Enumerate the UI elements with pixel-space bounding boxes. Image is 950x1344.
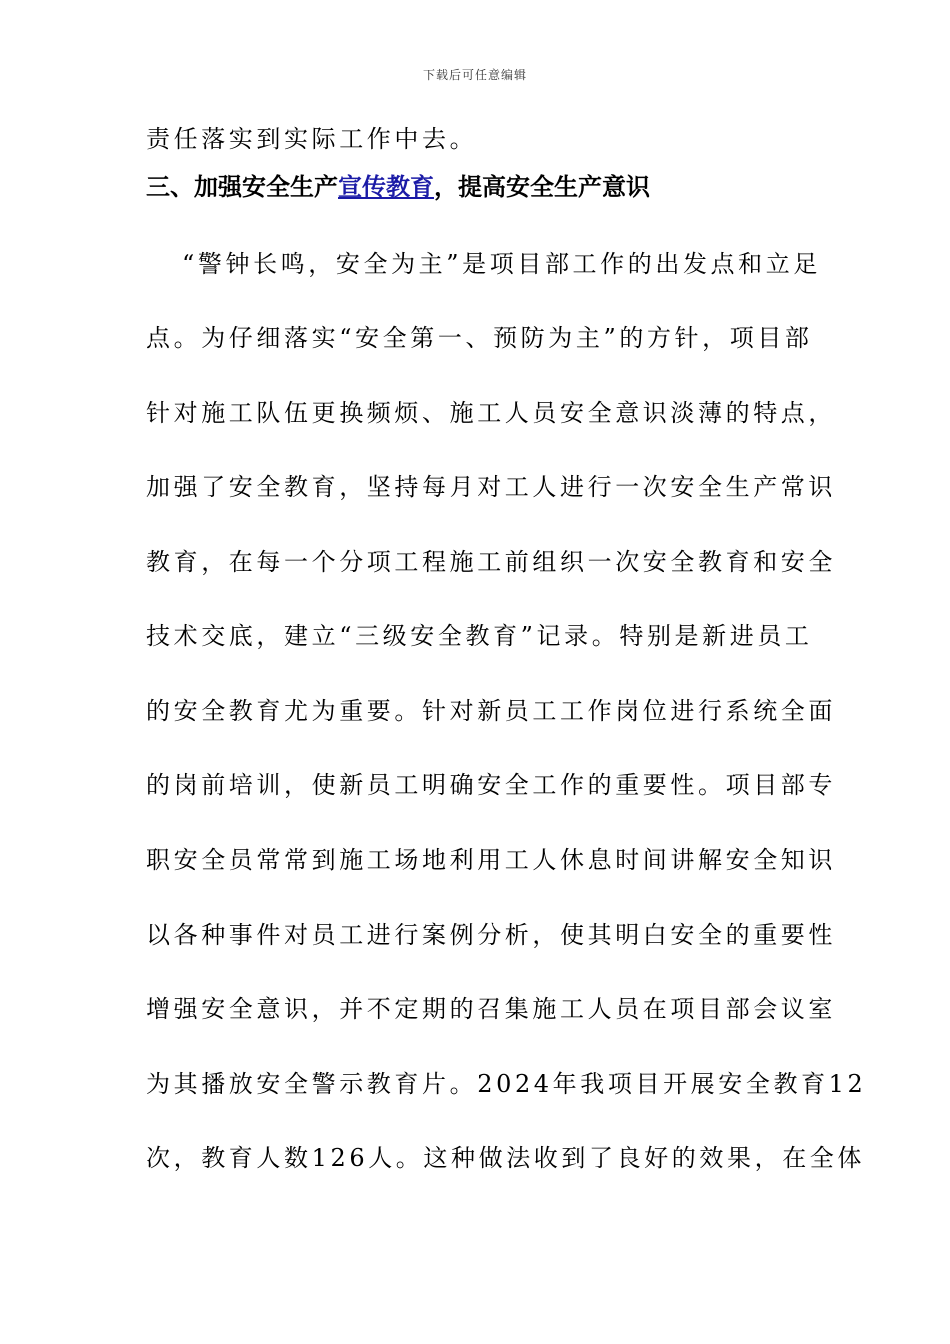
paragraph-line: 技术交底，建立“三级安全教育”记录。特别是新进员工: [146, 622, 813, 650]
paragraph-line: 点。为仔细落实“安全第一、预防为主”的方针，项目部: [146, 324, 813, 352]
paragraph-line: 教育，在每一个分项工程施工前组织一次安全教育和安全: [146, 548, 836, 576]
paragraph-line: “警钟长鸣，安全为主”是项目部工作的出发点和立足: [182, 250, 821, 278]
paragraph-line: 加强了安全教育，坚持每月对工人进行一次安全生产常识: [146, 473, 836, 501]
heading-prefix: 三、加强安全生产: [146, 173, 338, 201]
heading-suffix: ，提高安全生产意识: [434, 173, 650, 201]
paragraph-line: 以各种事件对员工进行案例分析，使其明白安全的重要性: [146, 921, 836, 949]
paragraph-line: 为其播放安全警示教育片。2024年我项目开展安全教育12: [146, 1070, 867, 1098]
paragraph-line: 针对施工队伍更换频烦、施工人员安全意识淡薄的特点，: [146, 399, 836, 427]
paragraph-line: 次，教育人数126人。这种做法收到了良好的效果，在全体: [146, 1144, 866, 1172]
paragraph-line: 职安全员常常到施工场地利用工人休息时间讲解安全知识: [146, 846, 836, 874]
paragraph-line: 的安全教育尤为重要。针对新员工工作岗位进行系统全面: [146, 697, 836, 725]
continuation-line: 责任落实到实际工作中去。: [146, 125, 478, 153]
paragraph-line: 的岗前培训，使新员工明确安全工作的重要性。项目部专: [146, 771, 836, 799]
paragraph-line: 增强安全意识，并不定期的召集施工人员在项目部会议室: [146, 995, 836, 1023]
section-heading: [146, 172, 650, 202]
page-header-note: 下载后可任意编辑: [422, 68, 527, 82]
heading-link[interactable]: 宣传教育: [338, 173, 434, 201]
